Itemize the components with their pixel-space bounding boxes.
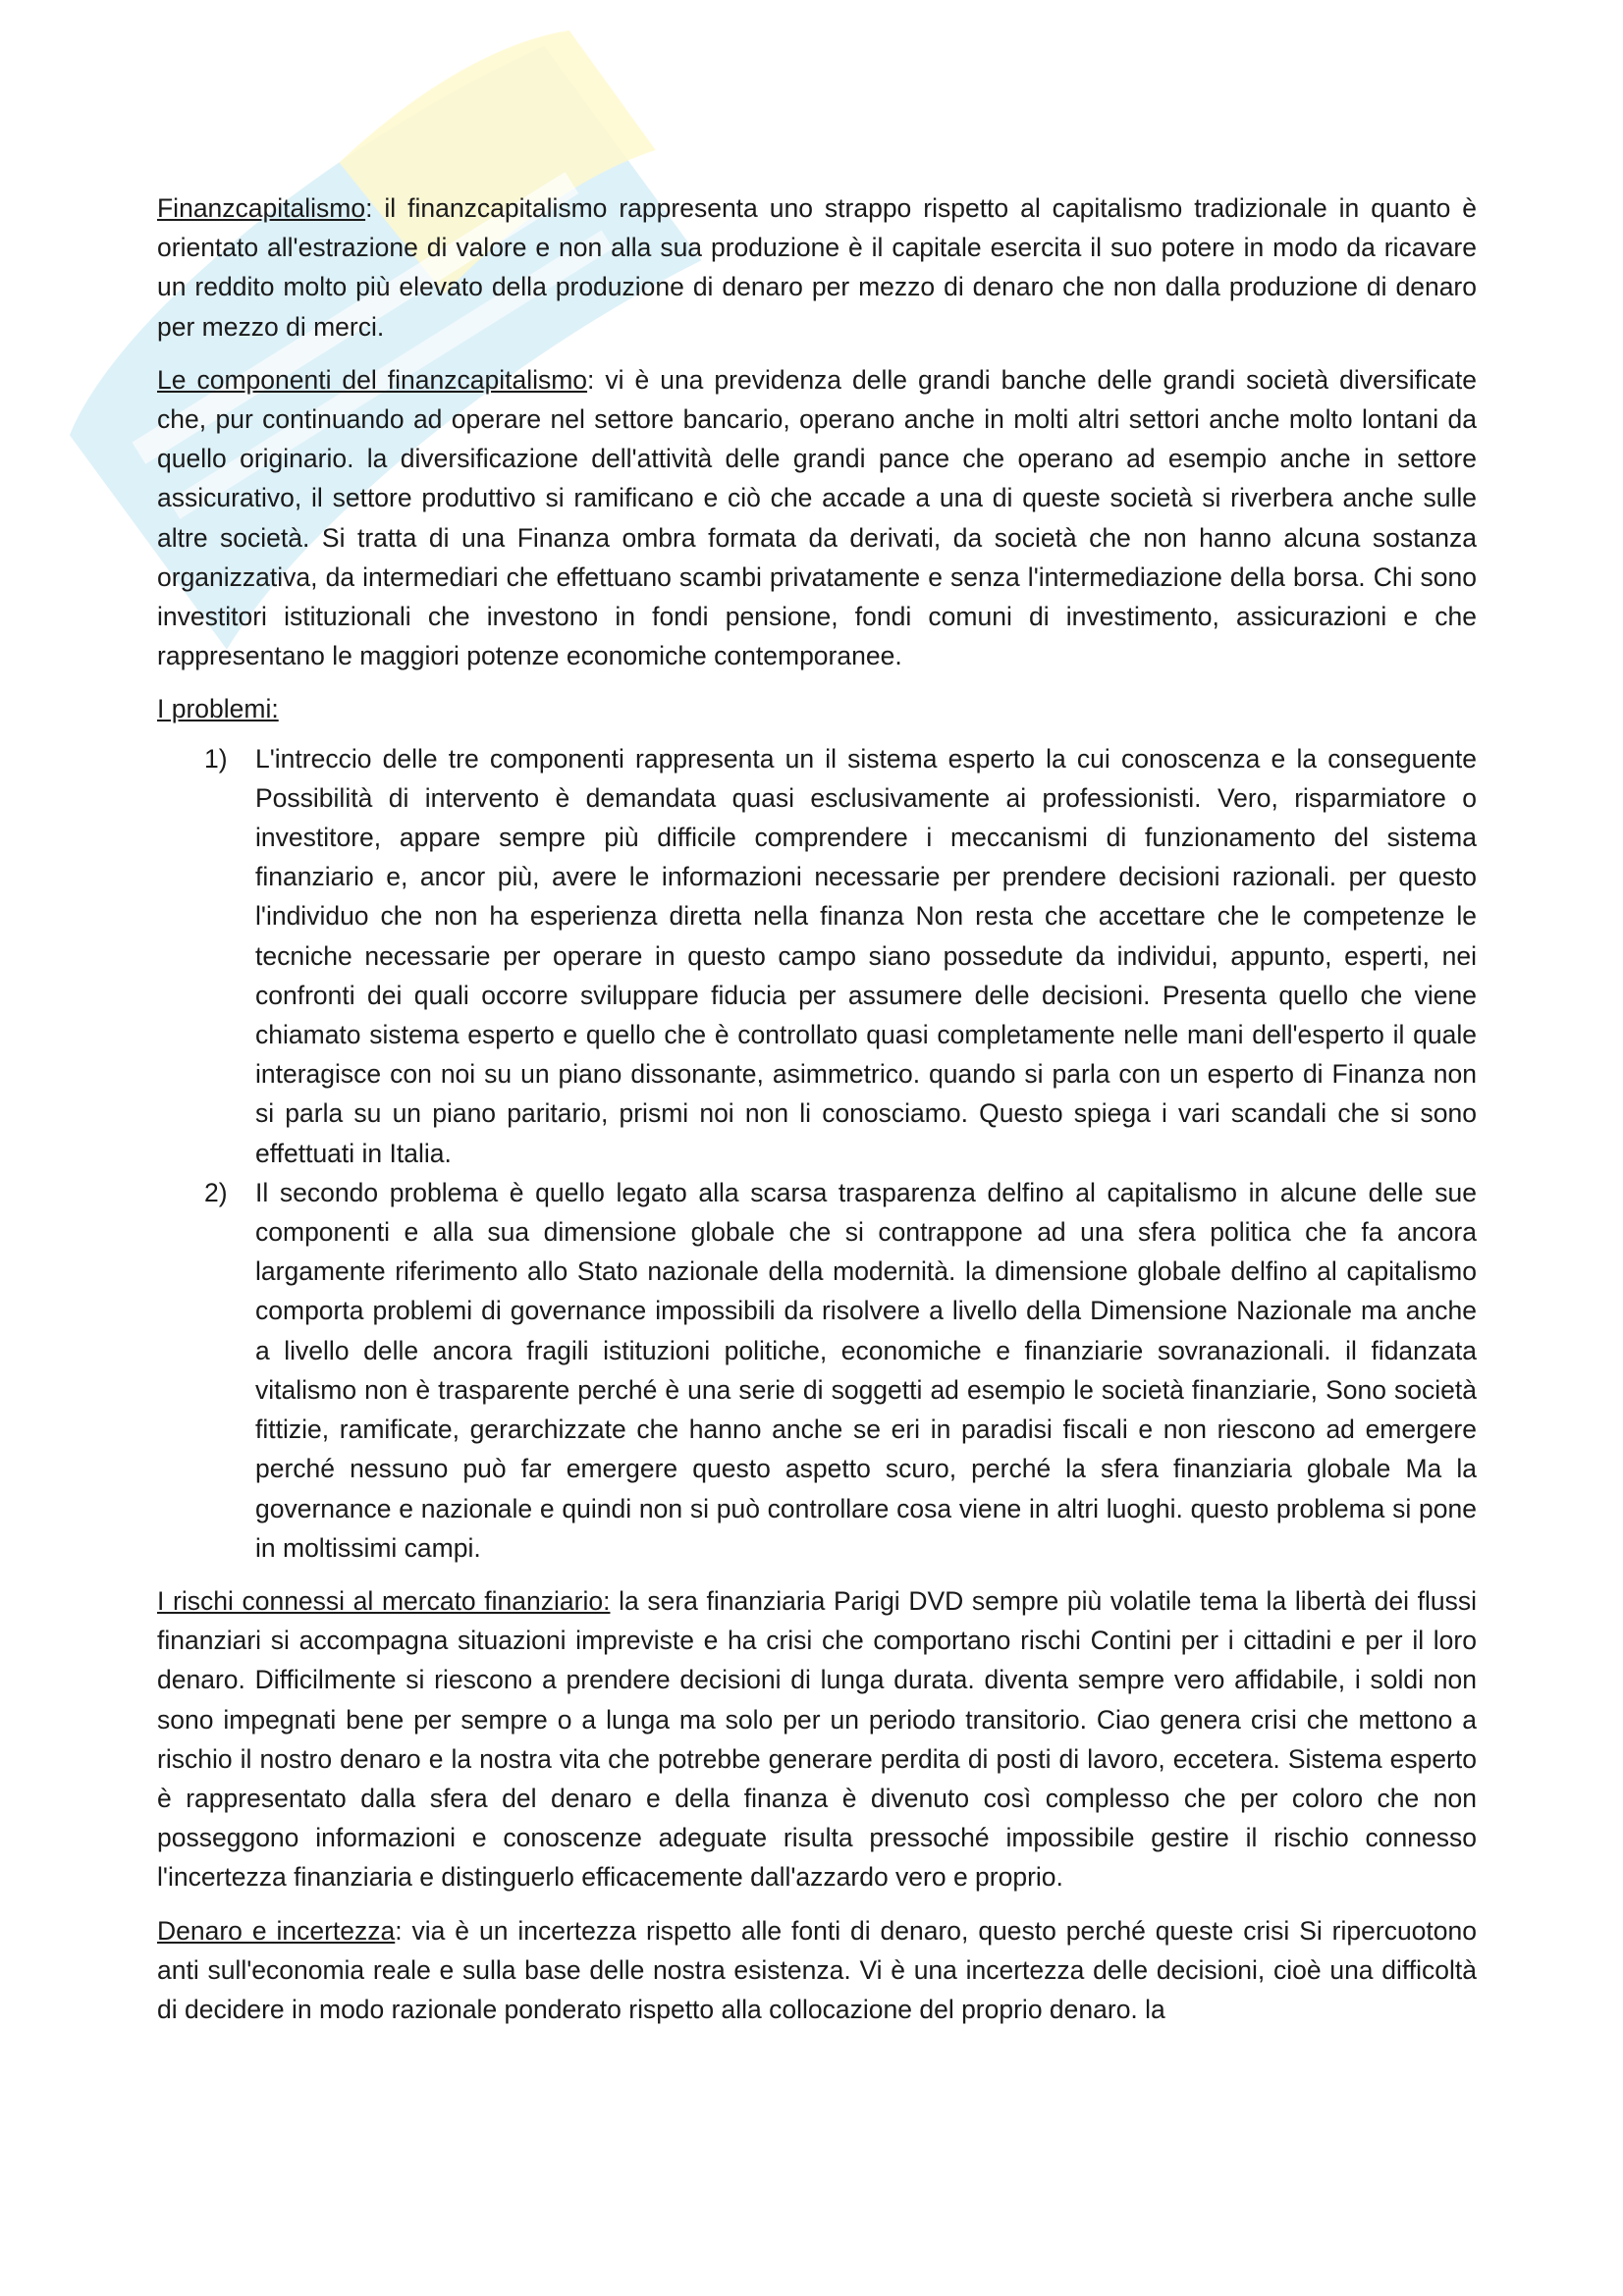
problems-heading [157,689,1477,728]
list-item-number: 2) [204,1177,228,1207]
list-item [157,1173,1477,1568]
paragraph-lead: Le componenti del finanzcapitalismo [157,364,588,395]
paragraph-lead: I rischi connessi al mercato finanziario: [157,1585,611,1616]
paragraph-rischi [157,1581,1477,1897]
document-page [157,188,1477,2043]
paragraph-text: : via è un incertezza rispetto alle fonti di denaro, questo perché queste crisi Si ripercuotono anti sull'economia reale e sulla base delle nostra esistenza. Vi è una incertezza delle decisioni, cioè una difficoltà di decidere in modo razionale ponderato rispetto alla collocazione del proprio denaro. la [157,1915,1477,2024]
paragraph-lead: Finanzcapitalismo [157,193,366,223]
paragraph-text: la sera finanziaria Parigi DVD sempre più volatile tema la libertà dei flussi finanziari si accompagna situazioni impreviste e ha crisi che comportano rischi Contini per i cittadini e per il loro denaro. Difficilmente si riescono a prendere decisioni di lunga durata. diventa sempre vero affidabile, i soldi non sono impegnati bene per sempre o a lunga ma solo per un periodo transitorio. Ciao genera crisi che mettono a rischio il nostro denaro e la nostra vita che potrebbe generare perdita di posti di lavoro, eccetera. Sistema esperto è rappresentato dalla sfera del denaro e della finanza è divenuto così complesso che per coloro che non posseggono informazioni e conoscenze adeguate risulta pressoché impossibile gestire il rischio connesso l'incertezza finanziaria e distinguerlo efficacemente dall'azzardo vero e proprio. [157,1585,1477,1893]
paragraph-text: : vi è una previdenza delle grandi banche delle grandi società diversificate che, pur continuando ad operare nel settore bancario, operano anche in molti altri settori anche molto lontani da quello originario. la diversificazione dell'attività delle grandi pance che operano ad esempio anche in settore assicurativo, il settore produttivo si ramificano e ciò che accade a una di queste società si riverbera anche sulle altre società. Si tratta di una Finanza ombra formata da derivati, da società che non hanno alcuna sostanza organizzativa, da intermediari che effettuano scambi privatamente e senza l'intermediazione della borsa. Chi sono investitori istituzionali che investono in fondi pensione, fondi comuni di investimento, assicurazioni e che rappresentano le maggiori potenze economiche contemporanee. [157,364,1477,671]
paragraph-text: : il finanzcapitalismo rappresenta uno strappo rispetto al capitalismo tradizionale in quanto è orientato all'estrazione di valore e non alla sua produzione è il capitale esercita il suo potere in modo da ricavare un reddito molto più elevato della produzione di denaro per mezzo di denaro che non dalla produzione di denaro per mezzo di merci. [157,193,1477,342]
list-item [157,739,1477,1173]
paragraph-incertezza [157,1911,1477,2030]
problems-list [157,739,1477,1568]
paragraph-lead: I problemi: [157,694,279,724]
paragraph-finanzcapitalismo [157,188,1477,347]
paragraph-lead: Denaro e incertezza [157,1915,396,1946]
paragraph-componenti [157,360,1477,676]
list-item-number: 1) [204,743,228,774]
list-item-text: L'intreccio delle tre componenti rappresenta un il sistema esperto la cui conoscenza e la conseguente Possibilità di intervento è demandata quasi esclusivamente ai professionisti. Vero, risparmiatore o investitore, appare sempre più difficile comprendere i meccanismi di funzionamento del sistema finanziario e, ancor più, avere le informazioni necessarie per prendere decisioni razionali. per questo l'individuo che non ha esperienza diretta nella finanza Non resta che accettare che le competenze le tecniche necessarie per operare in questo campo siano possedute da individui, appunto, esperti, nei confronti dei quali occorre sviluppare fiducia per assumere delle decisioni. Presenta quello che viene chiamato sistema esperto e quello che è controllato quasi completamente nelle mani dell'esperto il quale interagisce con noi su un piano dissonante, asimmetrico. quando si parla con un esperto di Finanza non si parla su un piano paritario, prismi noi non li conosciamo. Questo spiega i vari scandali che si sono effettuati in Italia. [255,743,1477,1168]
list-item-text: Il secondo problema è quello legato alla scarsa trasparenza delfino al capitalismo in alcune delle sue componenti e alla sua dimensione globale che si contrappone ad una sfera politica che fa ancora largamente riferimento allo Stato nazionale della modernità. la dimensione globale delfino al capitalismo comporta problemi di governance impossibili da risolvere a livello della Dimensione Nazionale ma anche a livello delle ancora fragili istituzioni politiche, economiche e finanziarie sovranazionali. il fidanzata vitalismo non è trasparente perché è una serie di soggetti ad esempio le società finanziarie, Sono società fittizie, ramificate, gerarchizzate che hanno anche se eri in paradisi fiscali e non riescono ad emergere perché nessuno può far emergere questo aspetto scuro, perché la sfera finanziaria globale Ma la governance e nazionale e quindi non si può controllare cosa viene in altri luoghi. questo problema si pone in moltissimi campi. [255,1177,1477,1563]
